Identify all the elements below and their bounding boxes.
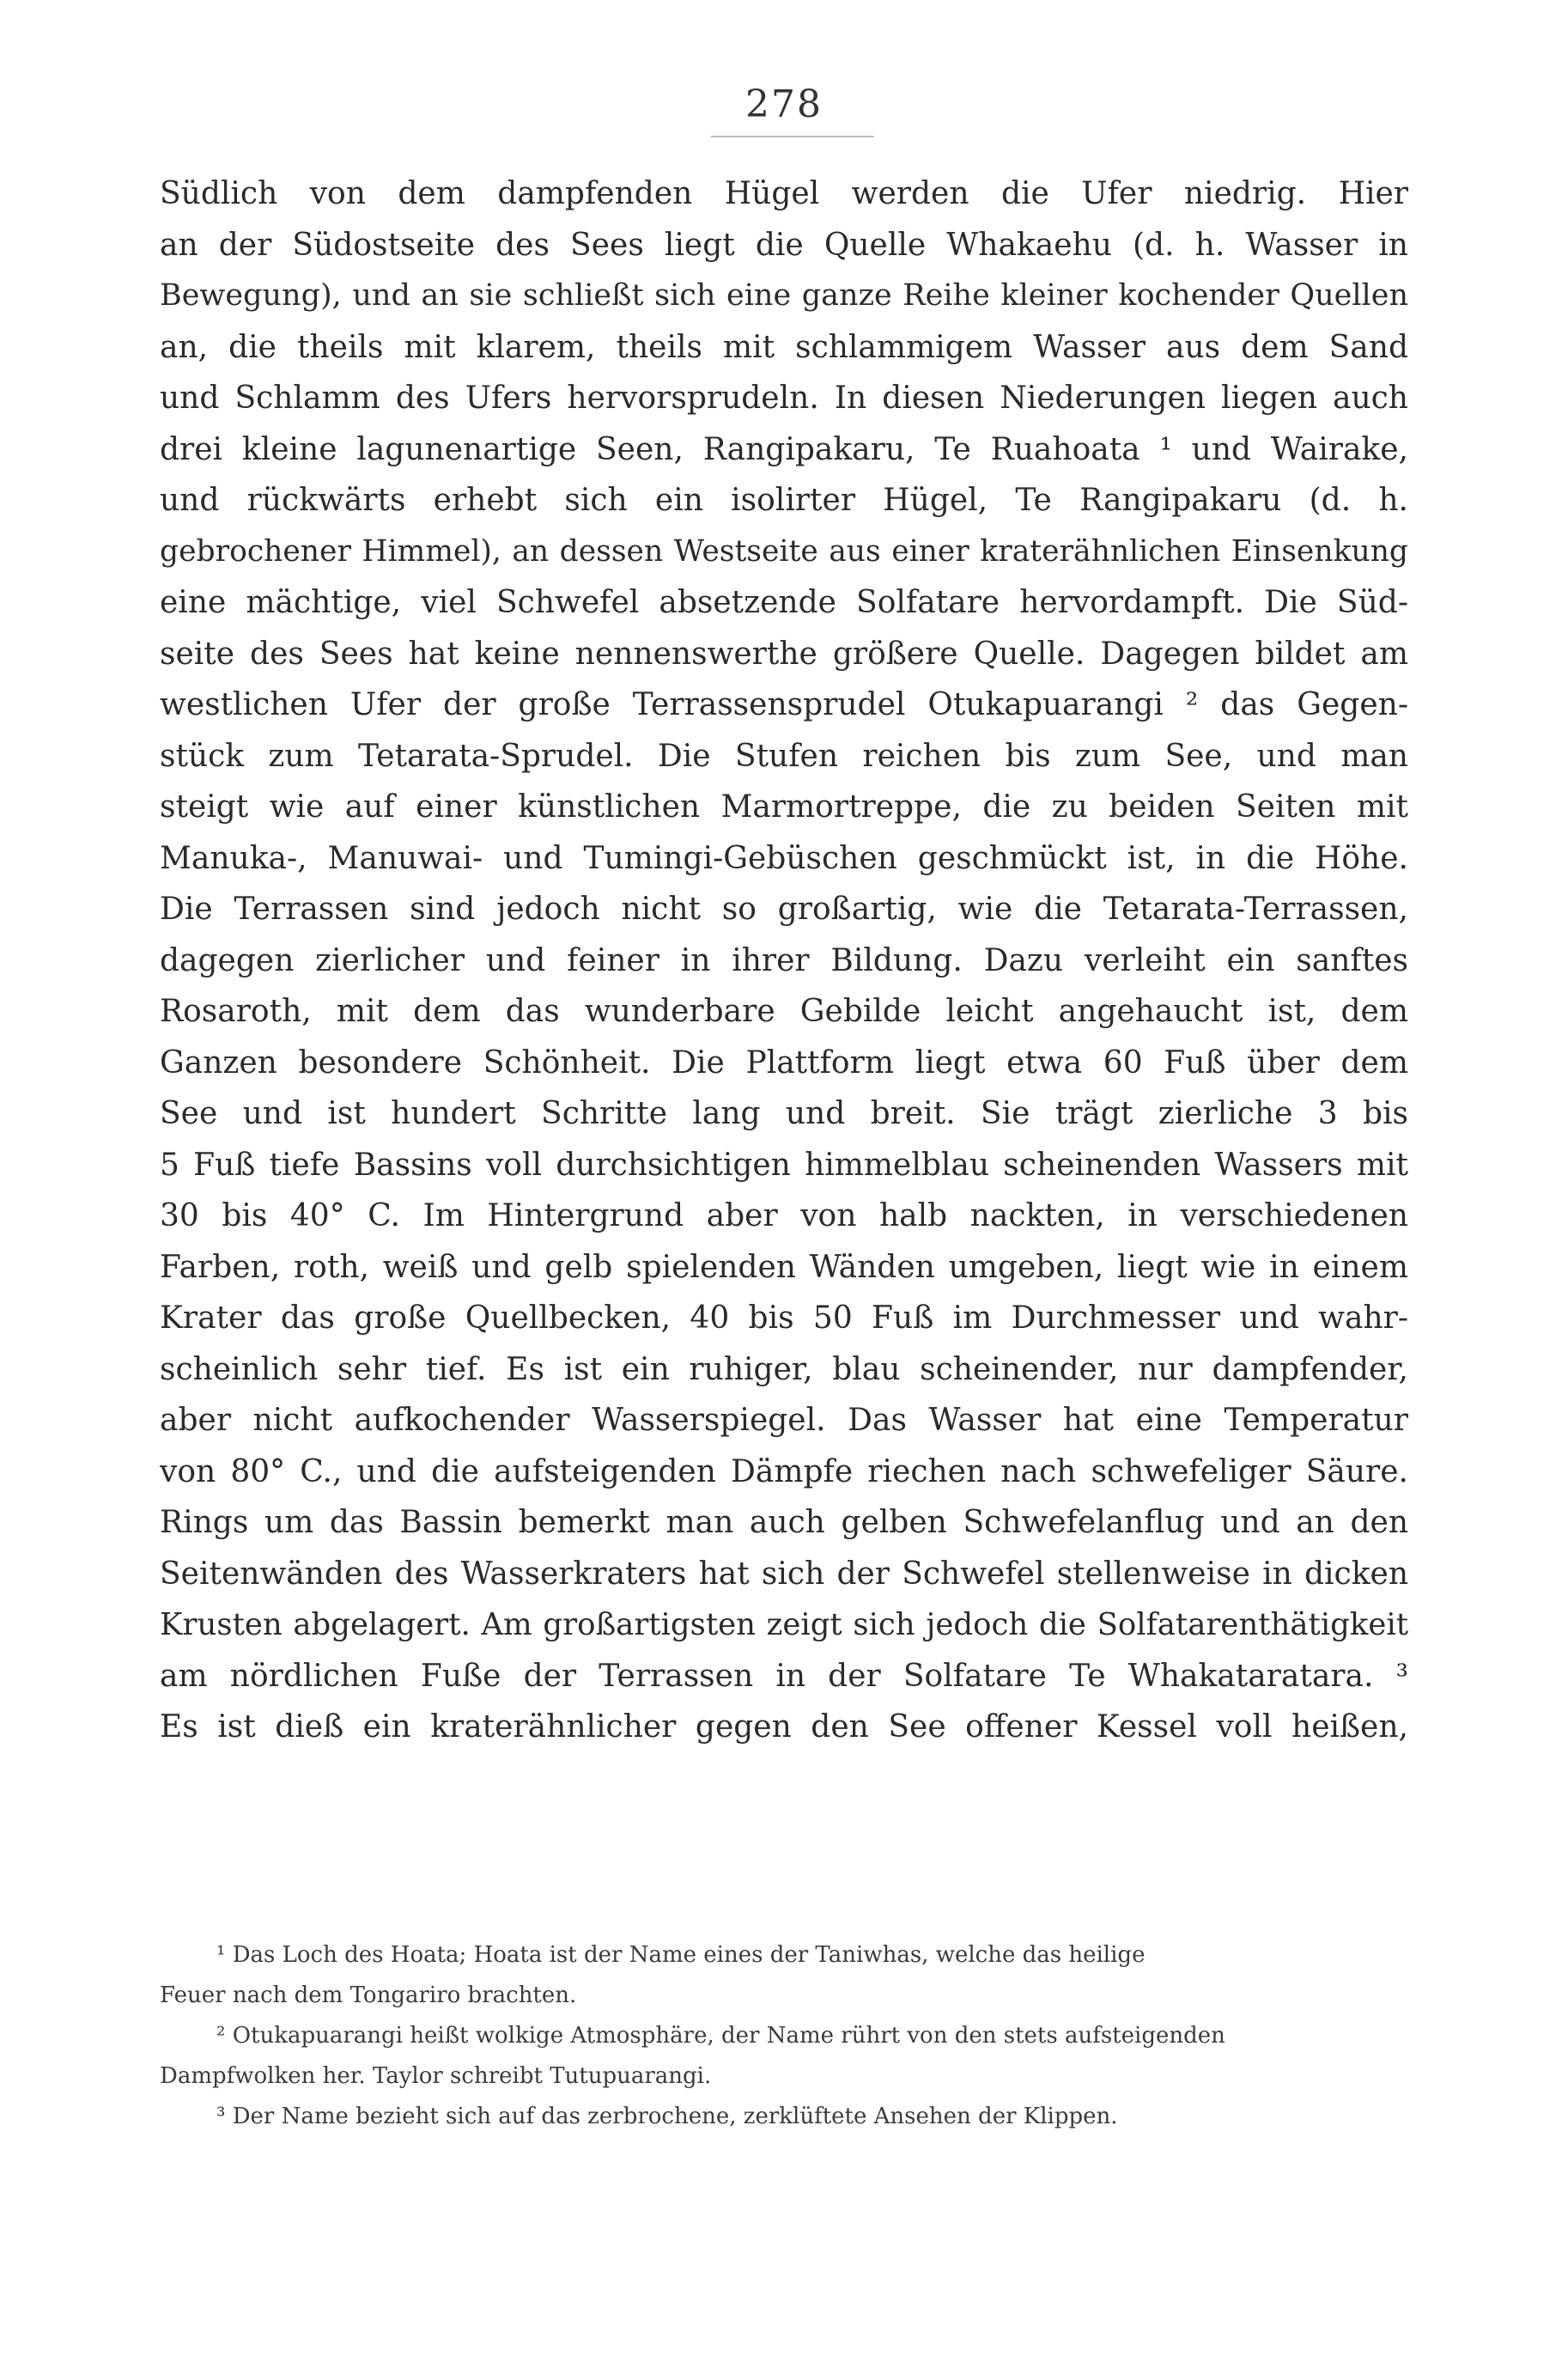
header-rule bbox=[711, 136, 874, 137]
text-line: Südlich von dem dampfenden Hügel werden die Ufer niedrig. Hier bbox=[160, 176, 1408, 211]
text-line: und Schlamm des Ufers hervorsprudeln. In diesen Niederungen liegen auch bbox=[160, 381, 1408, 416]
text-line: von 80° C., und die aufsteigenden Dämpfe riechen nach schwefeliger Säure. bbox=[160, 1453, 1408, 1489]
page-number: 278 bbox=[745, 82, 823, 126]
footnote-2: ² Otukapuarangi heißt wolkige Atmosphäre, der Name rührt von den stets aufsteigenden bbox=[216, 2023, 1225, 2049]
text-line: stück zum Tetarata-Sprudel. Die Stufen reichen bis zum See, und man bbox=[160, 738, 1408, 774]
text-line: Die Terrassen sind jedoch nicht so großartig, wie die Tetarata-Terrassen, bbox=[160, 892, 1408, 927]
footnotes bbox=[160, 1935, 1408, 2137]
text-line: seite des Sees hat keine nennenswerthe größere Quelle. Dagegen bildet am bbox=[160, 636, 1408, 672]
text-line: Rings um das Bassin bemerkt man auch gelben Schwefelanflug und an den bbox=[160, 1505, 1408, 1540]
text-line: Krater das große Quellbecken, 40 bis 50 Fuß im Durchmesser und wahr- bbox=[160, 1300, 1408, 1336]
text-line: Seitenwänden des Wasserkraters hat sich der Schwefel stellenweise in dicken bbox=[160, 1556, 1408, 1592]
text-line: Rosaroth, mit dem das wunderbare Gebilde leicht angehaucht ist, dem bbox=[160, 994, 1408, 1029]
text-line: drei kleine lagunenartige Seen, Rangipakaru, Te Ruahoata ¹ und Wairake, bbox=[160, 431, 1408, 467]
footnote-1-continuation: Feuer nach dem Tongariro brachten. bbox=[160, 1982, 577, 2008]
text-line: 5 Fuß tiefe Bassins voll durchsichtigen himmelblau scheinenden Wassers mit bbox=[160, 1147, 1408, 1183]
text-line: Ganzen besondere Schönheit. Die Plattform liegt etwa 60 Fuß über dem bbox=[160, 1044, 1408, 1081]
text-line: eine mächtige, viel Schwefel absetzende Solfatare hervordampft. Die Süd- bbox=[160, 585, 1408, 620]
text-line: an der Südostseite des Sees liegt die Quelle Whakaehu (d. h. Wasser in bbox=[160, 227, 1408, 263]
text-line: steigt wie auf einer künstlichen Marmortreppe, die zu beiden Seiten mit bbox=[160, 789, 1408, 825]
text-line: Farben, roth, weiß und gelb spielenden Wänden umgeben, liegt wie in einem bbox=[160, 1249, 1408, 1285]
footnote-1: ¹ Das Loch des Hoata; Hoata ist der Name eines der Taniwhas, welche das heilige bbox=[216, 1942, 1146, 1968]
text-line: See und ist hundert Schritte lang und breit. Sie trägt zierliche 3 bis bbox=[160, 1096, 1408, 1131]
text-line: 30 bis 40° C. Im Hintergrund aber von halb nackten, in verschiedenen bbox=[160, 1198, 1408, 1233]
text-line: scheinlich sehr tief. Es ist ein ruhiger, blau scheinender, nur dampfender, bbox=[160, 1351, 1408, 1387]
body-text bbox=[160, 168, 1408, 1753]
text-line: Krusten abgelagert. Am großartigsten zeigt sich jedoch die Solfatarenthätigkeit bbox=[160, 1607, 1408, 1642]
text-line: aber nicht aufkochender Wasserspiegel. Das Wasser hat eine Temperatur bbox=[160, 1403, 1408, 1438]
text-line: Manuka-, Manuwai- und Tumingi-Gebüschen geschmückt ist, in die Höhe. bbox=[160, 840, 1408, 876]
text-line: an, die theils mit klarem, theils mit schlammigem Wasser aus dem Sand bbox=[160, 329, 1408, 365]
text-line: und rückwärts erhebt sich ein isolirter Hügel, Te Rangipakaru (d. h. bbox=[160, 483, 1408, 518]
footnote-3: ³ Der Name bezieht sich auf das zerbrochene, zerklüftete Ansehen der Klippen. bbox=[216, 2104, 1118, 2129]
text-line: Es ist dieß ein kraterähnlicher gegen den See offener Kessel voll heißen, bbox=[160, 1709, 1408, 1745]
text-line: am nördlichen Fuße der Terrassen in der Solfatare Te Whakataratara. ³ bbox=[160, 1658, 1408, 1694]
text-line: dagegen zierlicher und feiner in ihrer Bildung. Dazu verleiht ein sanftes bbox=[160, 942, 1408, 978]
text-line: Bewegung), und an sie schließt sich eine ganze Reihe kleiner kochender Quellen bbox=[160, 278, 1408, 313]
text-line: westlichen Ufer der große Terrassensprudel Otukapuarangi ² das Gegen- bbox=[160, 687, 1408, 722]
footnote-2-continuation: Dampfwolken her. Taylor schreibt Tutupuarangi. bbox=[160, 2063, 712, 2089]
text-line: gebrochener Himmel), an dessen Westseite aus einer kraterähnlichen Einsenkung bbox=[160, 533, 1408, 569]
